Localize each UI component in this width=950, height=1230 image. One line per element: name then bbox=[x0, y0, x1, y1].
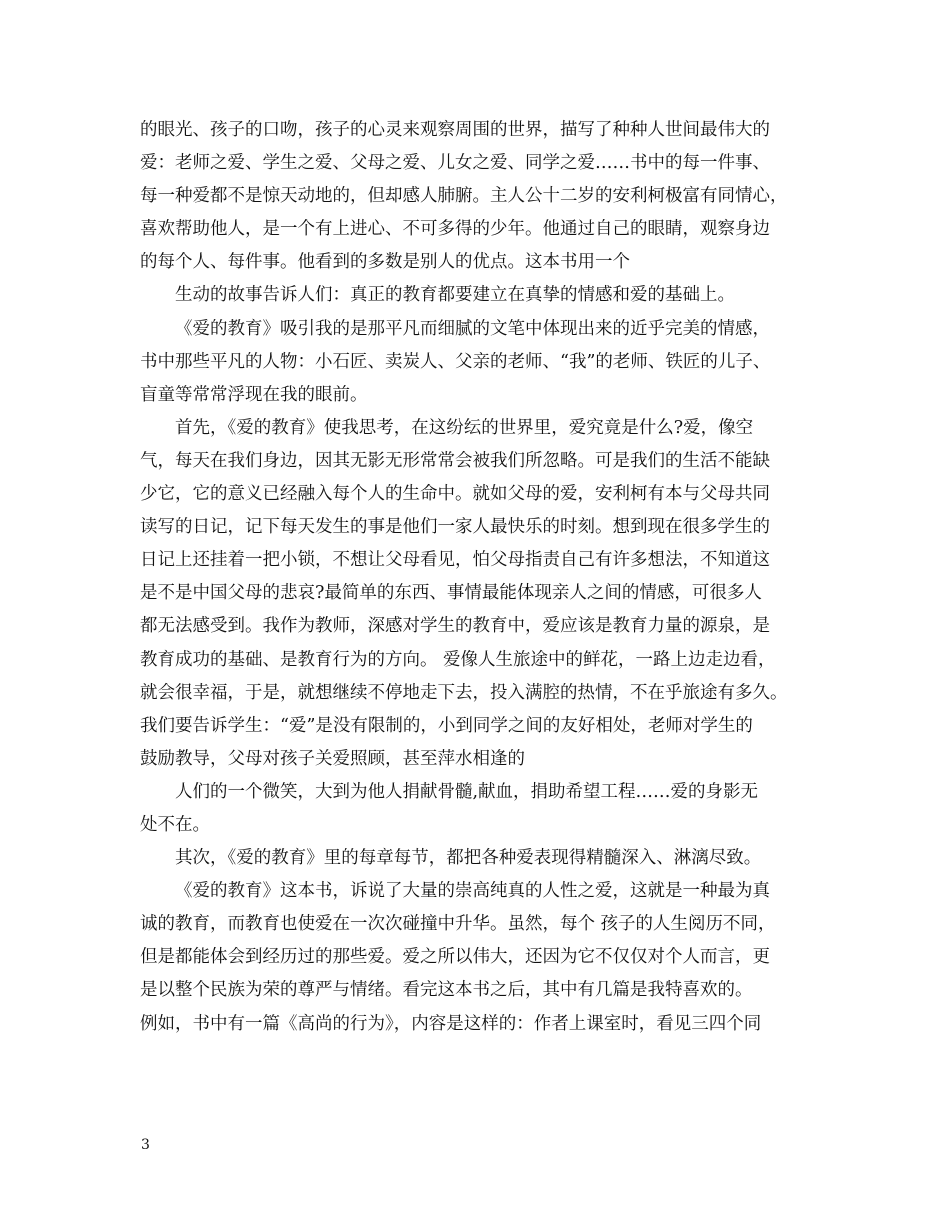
text-line: 例如，书中有一篇《高尚的行为》，内容是这样的：作者上课室时，看见三四个同 bbox=[140, 1013, 762, 1034]
text-line: 我们要告诉学生：“爱”是没有限制的，小到同学之间的友好相处，老师对学生的 bbox=[140, 715, 753, 736]
text-line: 教育成功的基础、是教育行为的方向。 爱像人生旅途中的鲜花，一路上边走边看， bbox=[140, 649, 776, 670]
text-line: 生动的故事告诉人们：真正的教育都要建立在真挚的情感和爱的基础上。 bbox=[175, 285, 735, 306]
text-line: 鼓励教导，父母对孩子关爱照顾，甚至萍水相逢的 bbox=[140, 748, 525, 769]
text-line: 是以整个民族为荣的尊严与情绪。看完这本书之后，其中有几篇是我特喜欢的。 bbox=[140, 980, 753, 1001]
text-line: 其次，《爱的教育》里的每章每节，都把各种爱表现得精髓深入、淋漓尽致。 bbox=[175, 848, 762, 869]
text-line: 每一种爱都不是惊天动地的，但却感人肺腑。主人公十二岁的安利柯极富有同情心， bbox=[140, 186, 788, 207]
text-line: 诚的教育，而教育也使爱在一次次碰撞中升华。虽然，每个 孩子的人生阅历不同， bbox=[140, 914, 776, 935]
text-line: 是不是中国父母的悲哀?最简单的东西、事情最能体现亲人之间的情感，可很多人 bbox=[140, 583, 762, 604]
text-line: 《爱的教育》这本书，诉说了大量的崇高纯真的人性之爱，这就是一种最为真 bbox=[175, 881, 770, 902]
body-text bbox=[140, 114, 830, 1041]
text-line: 首先，《爱的教育》使我思考，在这纷纭的世界里，爱究竟是什么?爱，像空 bbox=[175, 417, 754, 438]
text-line: 《爱的教育》吸引我的是那平凡而细腻的文笔中体现出来的近乎完美的情感， bbox=[175, 318, 770, 339]
text-line: 人们的一个微笑，大到为他人捐献骨髓,献血，捐助希望工程……爱的身影无 bbox=[175, 781, 759, 802]
text-line: 的眼光、孩子的口吻，孩子的心灵来观察周围的世界，描写了种种人世间最伟大的 bbox=[140, 120, 770, 140]
text-line: 就会很幸福，于是，就想继续不停地走下去，投入满腔的热情，不在乎旅途有多久。 bbox=[140, 682, 788, 703]
text-line: 书中那些平凡的人物：小石匠、卖炭人、父亲的老师、“我”的老师、铁匠的儿子、 bbox=[140, 351, 771, 372]
text-line: 都无法感受到。我作为教师，深感对学生的教育中，爱应该是教育力量的源泉，是 bbox=[140, 616, 770, 637]
text-line: 爱：老师之爱、学生之爱、父母之爱、儿女之爱、同学之爱……书中的每一件事、 bbox=[140, 153, 770, 174]
text-line: 但是都能体会到经历过的那些爱。爱之所以伟大，还因为它不仅仅对个人而言，更 bbox=[140, 947, 770, 968]
text-line: 少它，它的意义已经融入每个人的生命中。就如父母的爱，安利柯有本与父母共同 bbox=[140, 484, 770, 505]
text-line: 盲童等常常浮现在我的眼前。 bbox=[140, 384, 368, 405]
text-line: 处不在。 bbox=[140, 814, 210, 835]
text-line: 日记上还挂着一把小锁，不想让父母看见，怕父母指责自己有许多想法，不知道这 bbox=[140, 550, 770, 571]
text-line: 读写的日记，记下每天发生的事是他们一家人最快乐的时刻。想到现在很多学生的 bbox=[140, 517, 770, 538]
text-line: 气，每天在我们身边，因其无影无形常常会被我们所忽略。可是我们的生活不能缺 bbox=[140, 450, 770, 471]
text-line: 的每个人、每件事。他看到的多数是别人的优点。这本书用一个 bbox=[140, 252, 630, 273]
page-number: 3 bbox=[141, 1137, 150, 1153]
text-line: 喜欢帮助他人，是一个有上进心、不可多得的少年。他通过自己的眼睛，观察身边 bbox=[140, 219, 770, 240]
